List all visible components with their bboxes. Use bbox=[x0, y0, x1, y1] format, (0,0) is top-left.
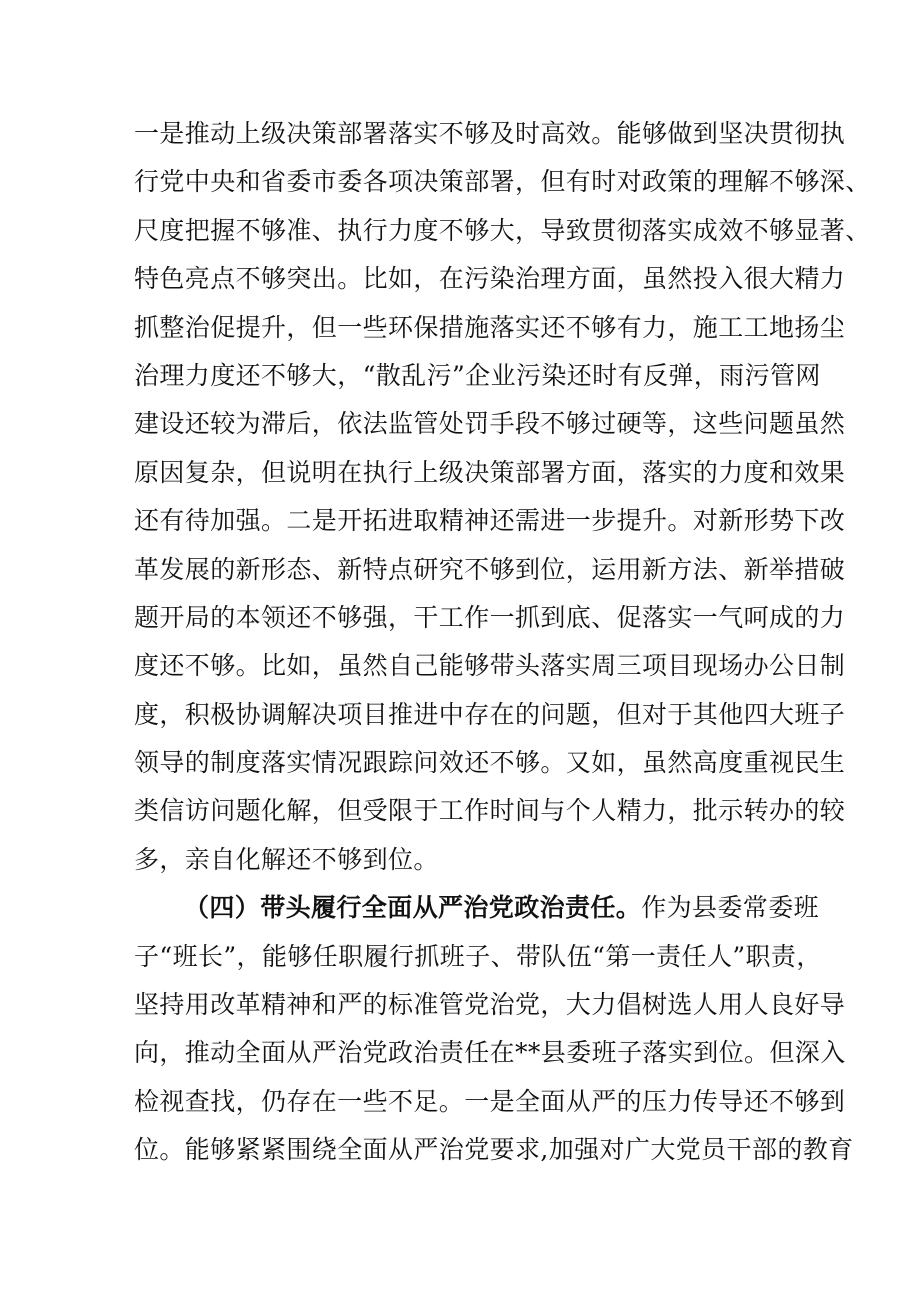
text-line: 度还不够。比如，虽然自己能够带头落实周三项目现场办公日制 bbox=[134, 651, 846, 681]
section-heading: （四）带头履行全面从严治党政治责任。 bbox=[184, 893, 642, 923]
text-line: 特色亮点不够突出。比如，在污染治理方面，虽然投入很大精力 bbox=[134, 264, 846, 294]
text-line: 抓整治促提升，但一些环保措施落实还不够有力，施工工地扬尘 bbox=[134, 312, 846, 342]
paragraph-1 bbox=[134, 110, 871, 884]
text-line: 一是推动上级决策部署落实不够及时高效。能够做到坚决贯彻执 bbox=[134, 119, 846, 148]
text-line: 行党中央和省委市委各项决策部署，但有时对政策的理解不够深、 bbox=[134, 167, 871, 197]
text-line: 领导的制度落实情况跟踪问效还不够。又如，虽然高度重视民生 bbox=[134, 748, 846, 778]
text-line: 多，亲自化解还不够到位。 bbox=[134, 844, 439, 874]
text-line: 原因复杂，但说明在执行上级决策部署方面，落实的力度和效果 bbox=[134, 457, 846, 487]
text-line: 向，推动全面从严治党政治责任在**县委班子落实到位。但深入 bbox=[134, 1038, 846, 1068]
text-line-rest: 作为县委常委班 bbox=[641, 893, 820, 923]
text-line: 还有待加强。二是开拓进取精神还需进一步提升。对新形势下改 bbox=[134, 506, 846, 536]
document-body bbox=[134, 110, 871, 1175]
text-line: 类信访问题化解，但受限于工作时间与个人精力，批示转办的较 bbox=[134, 796, 846, 826]
text-line: 建设还较为滞后，依法监管处罚手段不够过硬等，这些问题虽然 bbox=[134, 409, 846, 439]
text-line: 位。能够紧紧围绕全面从严治党要求,加强对广大党员干部的教育 bbox=[134, 1135, 854, 1165]
text-line: 革发展的新形态、新特点研究不够到位，运用新方法、新举措破 bbox=[134, 554, 846, 584]
text-line: 度，积极协调解决项目推进中存在的问题，但对于其他四大班子 bbox=[134, 699, 846, 729]
text-line: 尺度把握不够准、执行力度不够大，导致贯彻落实成效不够显著、 bbox=[134, 215, 871, 245]
paragraph-2 bbox=[134, 884, 854, 1174]
text-line: 治理力度还不够大，“散乱污”企业污染还时有反弹，雨污管网 bbox=[134, 360, 821, 390]
section-heading-line bbox=[134, 884, 820, 932]
text-line: 题开局的本领还不够强，干工作一抓到底、促落实一气呵成的力 bbox=[134, 602, 846, 632]
text-line: 子“班长”，能够任职履行抓班子、带队伍“第一责任人”职责， bbox=[134, 941, 822, 971]
text-line: 坚持用改革精神和严的标准管党治党，大力倡树选人用人良好导 bbox=[134, 990, 846, 1020]
text-line: 检视查找，仍存在一些不足。一是全面从严的压力传导还不够到 bbox=[134, 1086, 846, 1116]
